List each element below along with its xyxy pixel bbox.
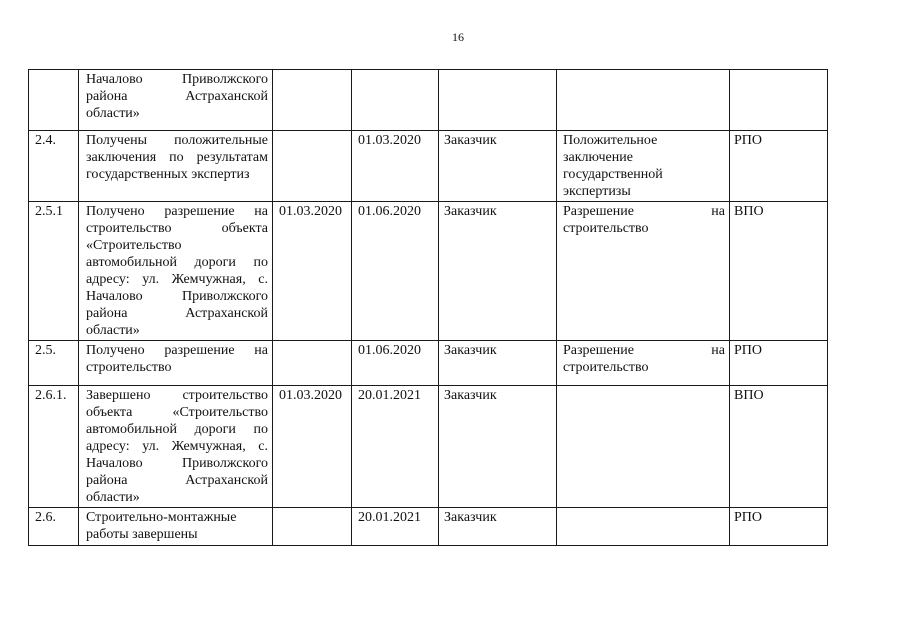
row-responsible: Заказчик (439, 341, 557, 386)
page-number: 16 (452, 30, 464, 44)
row-description: Завершено строительство объекта «Строительство автомобильной дороги по адресу: ул. Жемчужная, с. Началово Приволжского района Астраханской области» (79, 386, 273, 508)
row-responsible: Заказчик (439, 386, 557, 508)
row-start-date (273, 131, 352, 202)
table-row (29, 508, 828, 546)
schedule-table (28, 69, 828, 546)
row-level: РПО (730, 508, 828, 546)
row-start-date (273, 70, 352, 131)
row-description: Получено разрешение на строительство (79, 341, 273, 386)
row-number: 2.6. (29, 508, 79, 546)
row-responsible (439, 70, 557, 131)
row-start-date: 01.03.2020 (273, 202, 352, 341)
row-result: Положительное заключение государственной экспертизы (557, 131, 730, 202)
row-number: 2.5. (29, 341, 79, 386)
row-description: Получены положительные заключения по результатам государственных экспертиз (79, 131, 273, 202)
row-level: ВПО (730, 386, 828, 508)
row-level: РПО (730, 341, 828, 386)
row-result: Разрешение на строительство (557, 202, 730, 341)
row-start-date (273, 508, 352, 546)
row-end-date: 01.06.2020 (352, 341, 439, 386)
row-level: РПО (730, 131, 828, 202)
row-result (557, 386, 730, 508)
row-number: 2.6.1. (29, 386, 79, 508)
table-row (29, 341, 828, 386)
table-row (29, 131, 828, 202)
row-end-date: 20.01.2021 (352, 386, 439, 508)
row-number: 2.4. (29, 131, 79, 202)
table-row (29, 70, 828, 131)
row-end-date: 01.03.2020 (352, 131, 439, 202)
table-row (29, 386, 828, 508)
row-level (730, 70, 828, 131)
row-result (557, 70, 730, 131)
row-start-date (273, 341, 352, 386)
row-result (557, 508, 730, 546)
row-number (29, 70, 79, 131)
row-result: Разрешение на строительство (557, 341, 730, 386)
row-responsible: Заказчик (439, 131, 557, 202)
row-end-date: 01.06.2020 (352, 202, 439, 341)
row-end-date: 20.01.2021 (352, 508, 439, 546)
row-end-date (352, 70, 439, 131)
row-description: Началово Приволжского района Астраханской области» (79, 70, 273, 131)
row-description: Строительно-монтажные работы завершены (79, 508, 273, 546)
row-responsible: Заказчик (439, 202, 557, 341)
table-row (29, 202, 828, 341)
row-description: Получено разрешение на строительство объекта «Строительство автомобильной дороги по адресу: ул. Жемчужная, с. Началово Приволжского района Астраханской области» (79, 202, 273, 341)
row-level: ВПО (730, 202, 828, 341)
row-start-date: 01.03.2020 (273, 386, 352, 508)
row-number: 2.5.1 (29, 202, 79, 341)
row-responsible: Заказчик (439, 508, 557, 546)
